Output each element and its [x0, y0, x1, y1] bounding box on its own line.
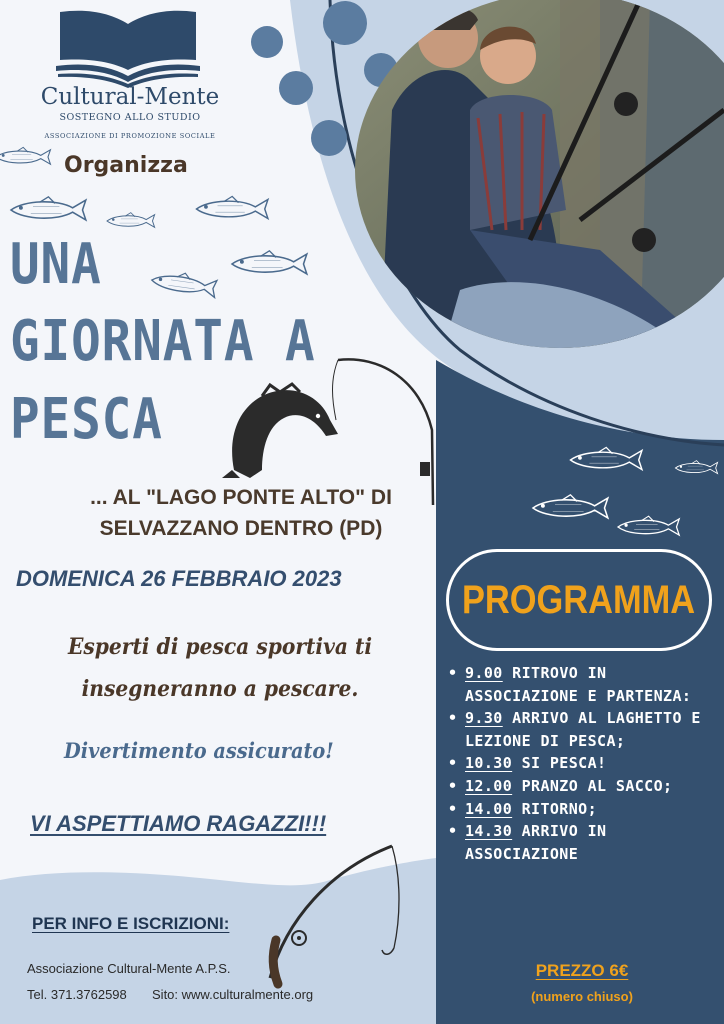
- info-association: Associazione Cultural-Mente A.P.S.: [27, 961, 231, 976]
- wait-text: VI ASPETTIAMO RAGAZZI!!!: [30, 811, 327, 836]
- logo-tagline: ASSOCIAZIONE DI PROMOZIONE SOCIALE: [44, 132, 216, 140]
- info-title: PER INFO E ISCRIZIONI:: [32, 914, 230, 933]
- price: PREZZO 6€: [535, 961, 629, 980]
- schedule-list: [446, 662, 718, 865]
- programma-badge: [446, 549, 712, 651]
- open-book-logo-icon: [56, 11, 200, 88]
- title-line-2: GIORNATA A: [10, 309, 316, 374]
- logo-subtitle: SOSTEGNO ALLO STUDIO: [59, 112, 201, 123]
- intro-text: Organizza: [64, 153, 188, 178]
- programma-title: PROGRAMMA: [462, 577, 696, 622]
- schedule-item: • 10.30 SI PESCA!: [446, 752, 718, 775]
- price-note: (numero chiuso): [531, 989, 633, 1004]
- location-line-1: ... AL "LAGO PONTE ALTO" DI: [90, 486, 392, 509]
- schedule-item: • 9.00 RITROVO IN ASSOCIAZIONE E PARTENZA:: [446, 662, 718, 707]
- event-date: DOMENICA 26 FEBBRAIO 2023: [16, 566, 342, 591]
- schedule-item: • 12.00 PRANZO AL SACCO;: [446, 775, 718, 798]
- info-site: Sito: www.culturalmente.org: [152, 987, 314, 1002]
- info-contact: [27, 987, 313, 1002]
- schedule-item: • 14.00 RITORNO;: [446, 798, 718, 821]
- title-line-3: PESCA: [10, 387, 163, 452]
- experts-text: [54, 626, 385, 710]
- fun-text: Divertimento assicurato!: [64, 738, 334, 763]
- schedule-item: • 9.30 ARRIVO AL LAGHETTO E LEZIONE DI PESCA;: [446, 707, 718, 752]
- experts-line-2: insegneranno a pescare.: [81, 676, 359, 702]
- location-line-2: SELVAZZANO DENTRO (PD): [99, 517, 383, 540]
- info-phone: Tel. 371.3762598: [27, 987, 127, 1002]
- logo-name: Cultural-Mente: [40, 84, 220, 110]
- schedule-item: • 14.30 ARRIVO IN ASSOCIAZIONE: [446, 820, 718, 865]
- experts-line-1: Esperti di pesca sportiva ti: [67, 634, 373, 660]
- title-line-1: UNA: [10, 232, 102, 297]
